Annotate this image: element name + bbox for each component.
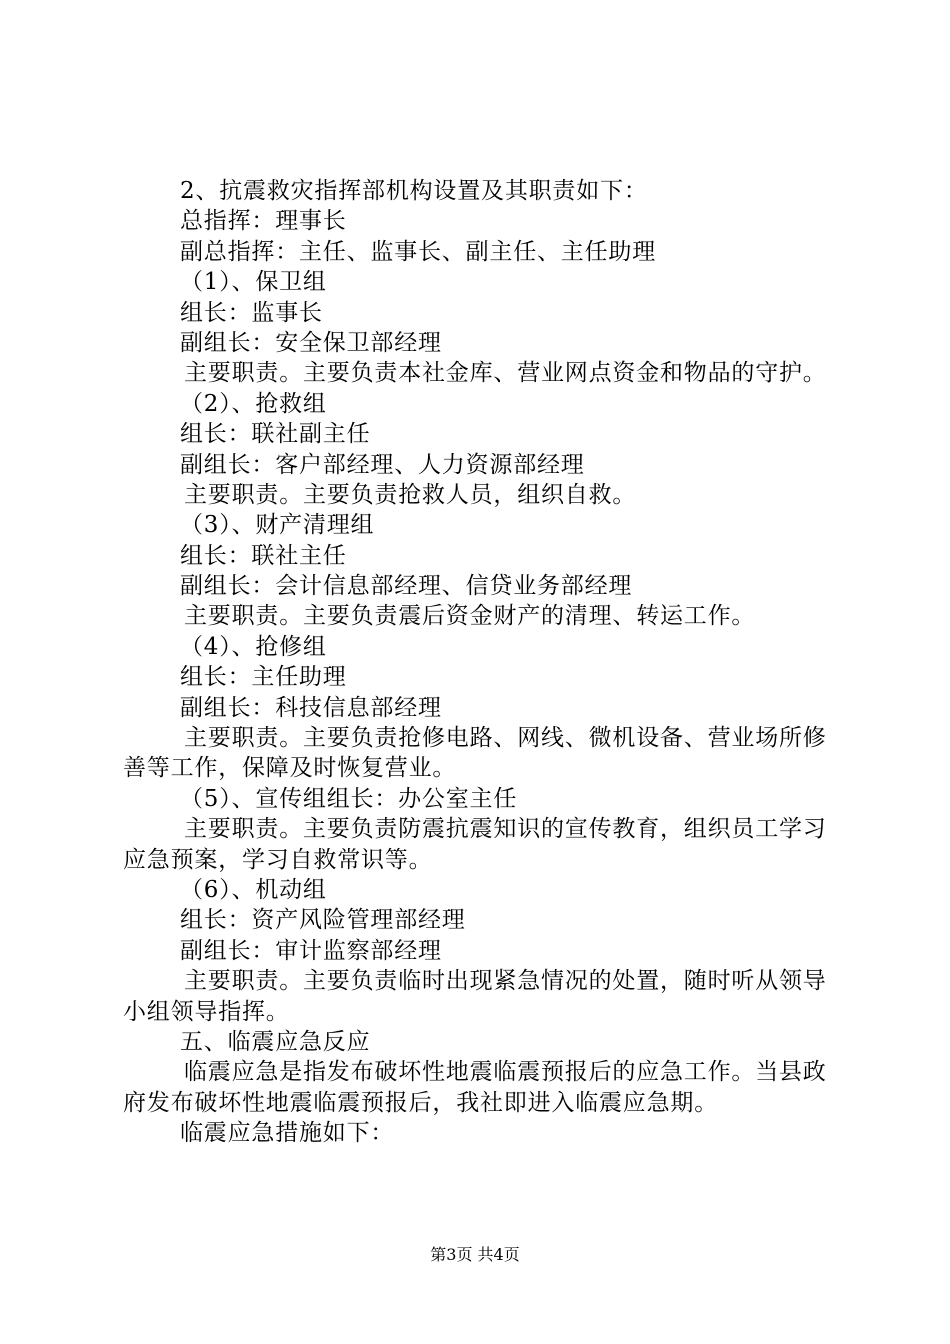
text-line: 副组长：科技信息部经理	[180, 694, 442, 721]
section-heading: 2、抗震救灾指挥部机构设置及其职责如下：	[180, 178, 648, 204]
section-heading: 五、临震应急反应	[180, 1029, 371, 1056]
group-heading: （6）、机动组	[180, 877, 327, 904]
text-line: 总指挥：理事长	[180, 208, 347, 235]
text-line: 组长：联社主任	[180, 542, 347, 569]
text-line: 临震应急措施如下：	[180, 1120, 395, 1147]
body-paragraph: 临震应急是指发布破坏性地震临震预报后的应急工作。当县政府发布破坏性地震临震预报后，我社即进入临震应急期。	[123, 1059, 827, 1116]
document-body	[123, 176, 833, 1149]
text-line: 组长：联社副主任	[180, 421, 371, 448]
group-heading: （4）、抢修组	[180, 633, 327, 660]
text-line: 副组长：安全保卫部经理	[180, 329, 442, 356]
text-line: 组长：资产风险管理部经理	[180, 907, 466, 934]
text-line: 副总指挥：主任、监事长、副主任、主任助理	[180, 238, 656, 265]
duty-paragraph: 主要职责。主要负责抢救人员，组织自救。	[184, 481, 637, 508]
duty-paragraph: 主要职责。主要负责震后资金财产的清理、转运工作。	[184, 603, 756, 630]
group-heading: （5）、宣传组组长：办公室主任	[180, 785, 518, 812]
page-number-footer: 第3页 共4页	[430, 1245, 520, 1264]
duty-paragraph: 主要职责。主要负责防震抗震知识的宣传教育，组织员工学习应急预案，学习自救常识等。	[123, 816, 827, 873]
text-line: 组长：监事长	[180, 299, 323, 326]
text-line: 副组长：审计监察部经理	[180, 937, 442, 964]
text-line: 副组长：客户部经理、人力资源部经理	[180, 451, 585, 478]
group-heading: （3）、财产清理组	[180, 512, 375, 539]
duty-paragraph: 主要职责。主要负责本社金库、营业网点资金和物品的守护。	[184, 360, 827, 387]
text-line: 组长：主任助理	[180, 664, 347, 691]
duty-paragraph: 主要职责。主要负责抢修电路、网线、微机设备、营业场所修善等工作，保障及时恢复营业。	[123, 725, 827, 782]
group-heading: （1）、保卫组	[180, 269, 327, 296]
text-line: 副组长：会计信息部经理、信贷业务部经理	[180, 573, 633, 600]
group-heading: （2）、抢救组	[180, 390, 327, 417]
duty-paragraph: 主要职责。主要负责临时出现紧急情况的处置，随时听从领导小组领导指挥。	[123, 968, 827, 1025]
